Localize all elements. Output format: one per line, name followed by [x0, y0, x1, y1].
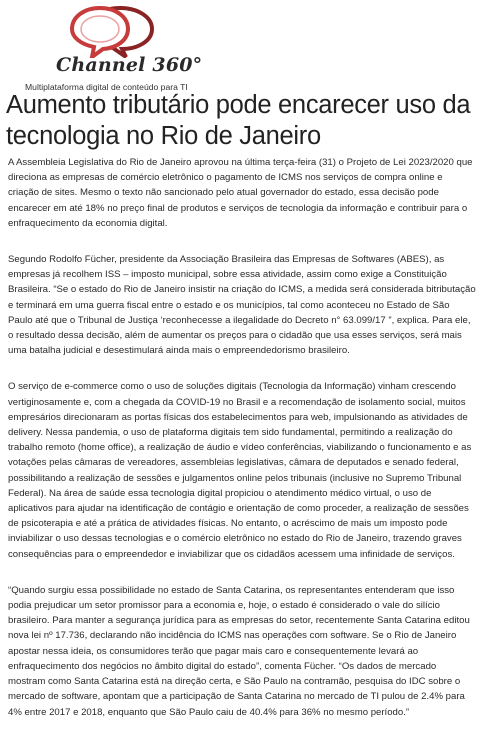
channel360-logo[interactable]	[24, 2, 224, 94]
article-body	[8, 155, 476, 741]
article-paragraph: Segundo Rodolfo Fücher, presidente da Associação Brasileira das Empresas de Softwares (ABES), as empresas já recolhem ISS – imposto municipal, sobre essa atividade, assim como exige a Constituição Brasileira. “Se o estado do Rio de Janeiro insistir na criação do ICMS, a medida será considerada bitributação e terminará em uma guerra fiscal entre o estado e os municípios, tal como aconteceu no Estado de São Paulo até que o Tribunal de Justiça ‘reconhecesse a ilegalidade do Decreto n° 63.099/17 ”, explica. Para ele, o resultado dessa decisão, além de aumentar os preços para o cidadão que usa esses serviços, será mais uma batalha judicial e desestimulará ainda mais o empreendedorismo brasileiro.	[8, 254, 476, 357]
article-title: Aumento tributário pode encarecer uso da tecnologia no Rio de Janeiro	[6, 91, 471, 150]
article-paragraph: “Quando surgiu essa possibilidade no estado de Santa Catarina, os representantes entenderam que isso podia prejudicar um setor promissor para a economia e, hoje, o estado é considerado o vale do silício brasileiro. Para manter a segurança jurídica para as empresas do setor, recentemente Santa Catarina editou nova lei nº 17.736, declarando não incidência do ICMS nas operações com software. Se o Rio de Janeiro apostar nessa ideia, os consumidores terão que pagar mais caro e consequentemente levará ao enfraquecimento dos negócios no âmbito digital do estado”, comenta Fücher. “Os dados de mercado mostram como Santa Catarina está na direção certa, e São Paulo na contramão, pesquisa do IDC sobre o mercado de software, apontam que a participação de Santa Catarina no mercado de TI pulou de 2.4% para 4% entre 2017 e 2018, enquanto que São Paulo caiu de 40.4% para 36% no mesmo período.”	[8, 584, 470, 718]
speech-bubbles-icon	[62, 2, 162, 58]
article-paragraph: A Assembleia Legislativa do Rio de Janeiro aprovou na última terça-feira (31) o Projeto de Lei 2023/2020 que direciona as empresas de comércio eletrônico o pagamento de ICMS nos serviços de compra online e criação de sites. Mesmo o texto não sancionado pelo atual governador do estado, essa decisão pode encarecer em até 18% no preço final de produtos e serviços de tecnologia da informação e contribuir para o enfraquecimento da economia digital.	[8, 157, 473, 229]
brand-name: Channel 360°	[56, 54, 203, 76]
brand-tagline: Multiplataforma digital de conteúdo para TI	[25, 82, 188, 92]
article-paragraph: O serviço de e-commerce como o uso de soluções digitais (Tecnologia da Informação) vinham crescendo vertiginosamente e, com a chegada da COVID-19 no Brasil e a recomendação de isolamento social, muitos empresários direcionaram as portas físicas dos estabelecimentos para web, impulsionando as atividades de delivery. Nessa pandemia, o uso de plataforma digitais tem sido fundamental, permitindo a realização do trabalho remoto (home office), a realização de áudio e vídeo conferências, viabilizando o funcionamento e as votações pelas câmaras de vereadores, assembleias legislativas, câmara de deputados e senado federal, possibilitando a realização de sessões e julgamentos online pelos tribunais (inclusive no Supremo Tribunal Federal). Na área de saúde essa tecnologia digital propiciou o atendimento médico virtual, o uso de aplicativos para ajudar na identificação de contágio e orientação de como proceder, a realização de sessões de psicoterapia e até a prática de atividades físicas. No entanto, o acréscimo de mais um imposto pode inviabilizar o uso dessas tecnologias e o comércio eletrônico no estado do Rio de Janeiro, trazendo graves consequências para o empreendedor e inviabilizar que os cidadãos acessem uma infinidade de serviços.	[8, 381, 472, 560]
